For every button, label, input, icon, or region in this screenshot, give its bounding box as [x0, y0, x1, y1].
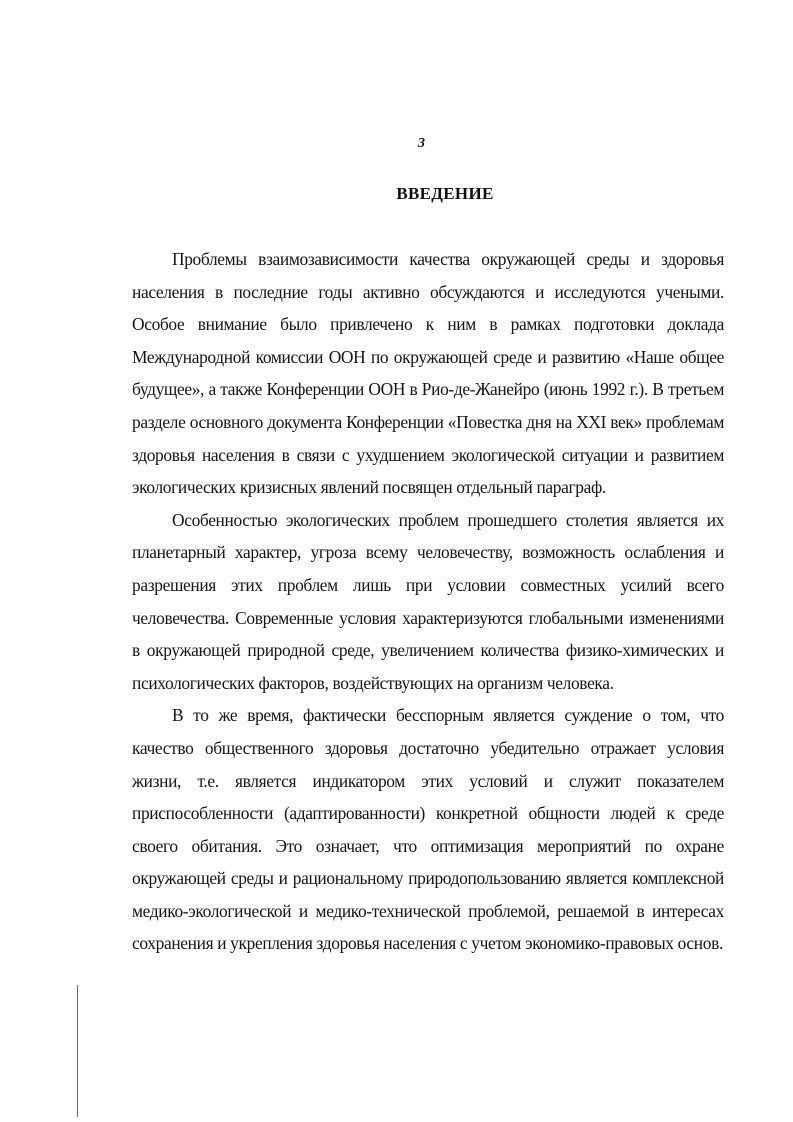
scan-margin-line: [77, 985, 78, 1117]
page-title: ВВЕДЕНИЕ: [396, 184, 494, 203]
paragraph-3: В то же время, фактически бесспорным является суждение о том, что качество общественного здоровья достаточно убедительно отражает условия жизни, т.е. является индикатором этих условий и служит показателем приспособленности (адаптированности) конкретной общности людей к среде своего обитания. Это означает, что оптимизация мероприятий по охране окружающей среды и рациональному природопользованию является комплексной медико-экологической и медико-технической проблемой, решаемой в интересах сохранения и укрепления здоровья населения с учетом экономико-правовых основ.: [132, 705, 724, 954]
page-number: 3: [418, 136, 425, 151]
paragraph-2: Особенностью экологических проблем прошедшего столетия является их планетарный характер, угроза всему человечеству, возможность ослабления и разрешения этих проблем лишь при условии совместных усилий всего человечества. Современные условия характеризуются глобальными изменениями в окружающей природной среде, увеличением количества физико-химических и психологических факторов, воздействующих на организм человека.: [132, 509, 724, 693]
paragraph-1: Проблемы взаимозависимости качества окружающей среды и здоровья населения в последние годы активно обсуждаются и исследуются учеными. Особое внимание было привлечено к ним в рамках подготовки доклада Международной комиссии ООН по окружающей среде и развитию «Наше общее будущее», а также Конференции ООН в Рио-де-Жанейро (июнь 1992 г.). В третьем разделе основного документа Конференции «Повестка дня на XXI век» проблемам здоровья населения в связи с ухудшением экологической ситуации и развитием экологических кризисных явлений посвящен отдельный параграф.: [132, 249, 724, 498]
body-text: [132, 243, 724, 960]
